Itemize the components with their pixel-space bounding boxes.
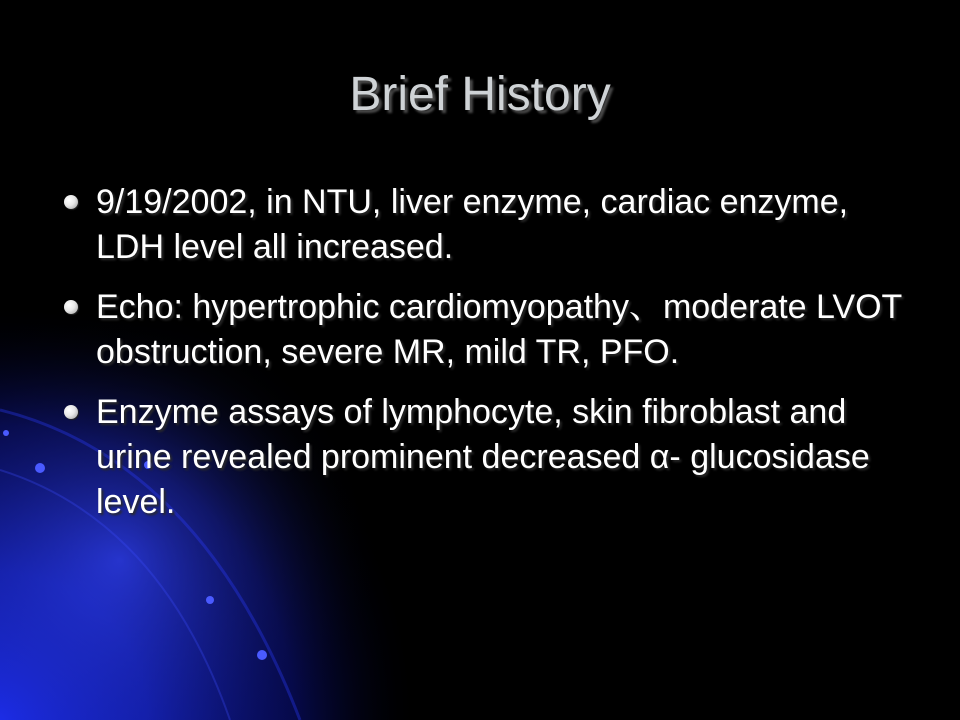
bullet-text: Echo: hypertrophic cardiomyopathy、moderate LVOT obstruction, severe MR, mild TR, PFO. bbox=[96, 288, 902, 371]
bullet-item bbox=[60, 180, 920, 270]
bullet-dot-icon bbox=[64, 300, 78, 314]
bullet-text: Enzyme assays of lymphocyte, skin fibroblast and urine revealed prominent decreased α- glucosidase level. bbox=[96, 393, 870, 521]
slide-title: Brief History bbox=[349, 68, 611, 121]
bullet-dot-icon bbox=[64, 405, 78, 419]
decorative-dot bbox=[3, 430, 9, 436]
bullet-item bbox=[60, 285, 920, 375]
decorative-dot bbox=[257, 650, 267, 660]
bullet-text: 9/19/2002, in NTU, liver enzyme, cardiac enzyme, LDH level all increased. bbox=[96, 183, 849, 266]
bullet-dot-icon bbox=[64, 195, 78, 209]
decorative-dot bbox=[206, 596, 214, 604]
bullet-item bbox=[60, 390, 920, 525]
decorative-dot bbox=[35, 463, 45, 473]
bullet-list bbox=[60, 180, 920, 540]
